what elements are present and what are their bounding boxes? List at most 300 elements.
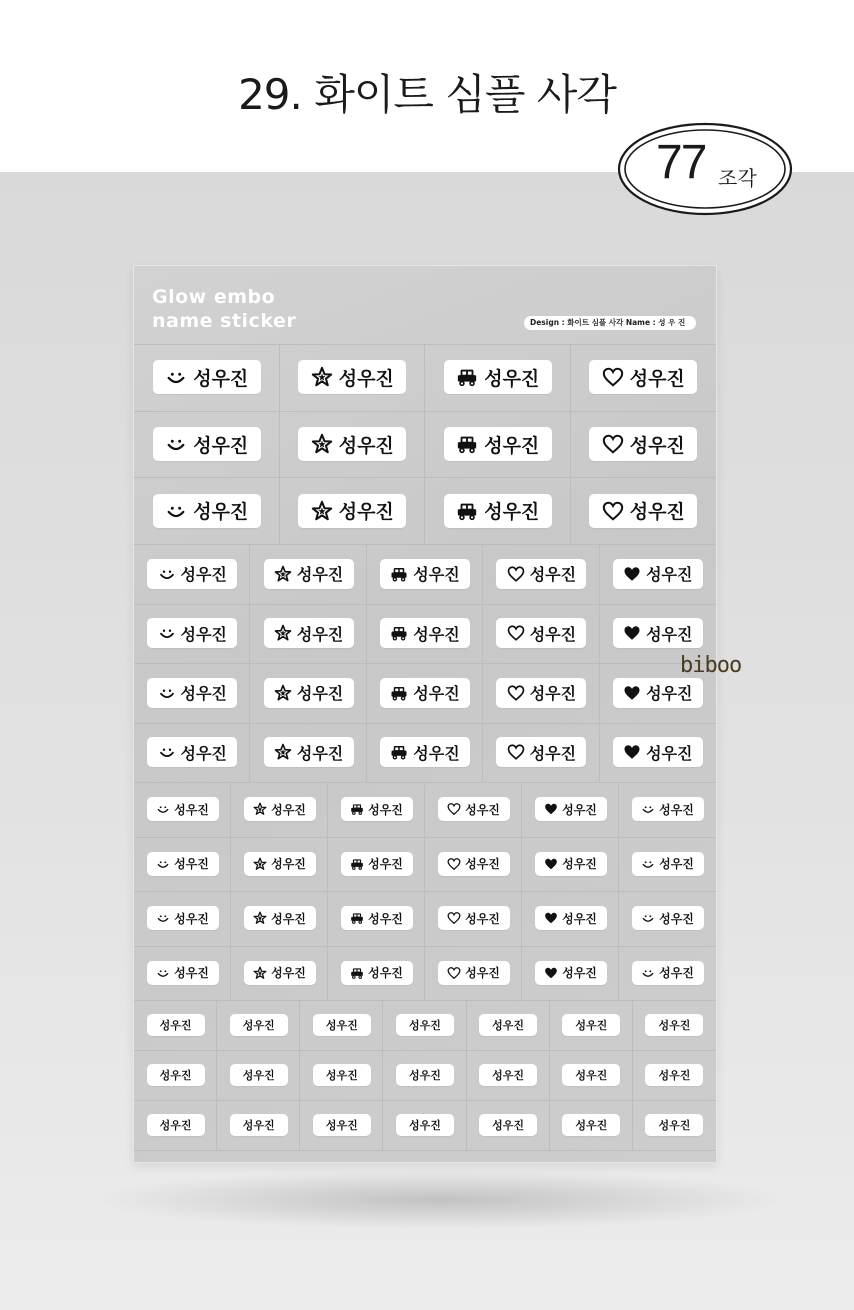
sticker-cell bbox=[328, 837, 425, 892]
sticker-cell bbox=[571, 411, 717, 478]
star-icon bbox=[274, 684, 292, 702]
sticker-name-text: 성우진 bbox=[575, 1069, 608, 1082]
sticker-cell bbox=[134, 411, 280, 478]
name-sticker bbox=[147, 559, 237, 589]
sticker-cell bbox=[328, 782, 425, 837]
sticker-cell bbox=[425, 411, 571, 478]
sticker-cell bbox=[367, 604, 483, 664]
sticker-name-text: 성우진 bbox=[296, 565, 344, 585]
name-sticker bbox=[230, 1114, 288, 1136]
sticker-name-text: 성우진 bbox=[159, 1069, 192, 1082]
star-icon bbox=[311, 433, 333, 455]
sticker-cell bbox=[134, 891, 231, 946]
sticker-row bbox=[134, 723, 716, 784]
sticker-cell bbox=[425, 782, 522, 837]
car-icon bbox=[350, 966, 364, 980]
heart-filled-icon bbox=[544, 911, 558, 925]
heart-filled-icon bbox=[544, 966, 558, 980]
sticker-row bbox=[134, 837, 716, 893]
sticker-cell bbox=[425, 344, 571, 411]
star-icon bbox=[274, 743, 292, 761]
sticker-name-text: 성우진 bbox=[174, 966, 209, 981]
sticker-cell bbox=[300, 1100, 383, 1150]
car-icon bbox=[456, 366, 478, 388]
sticker-row bbox=[134, 891, 716, 947]
sticker-row bbox=[134, 663, 716, 724]
sticker-cell bbox=[231, 837, 328, 892]
badge-count: 77 bbox=[656, 136, 706, 189]
name-sticker bbox=[244, 852, 316, 876]
sticker-cell bbox=[280, 477, 426, 544]
sticker-name-text: 성우진 bbox=[646, 624, 693, 644]
sticker-cell bbox=[467, 1050, 550, 1100]
sticker-name-text: 성우진 bbox=[296, 624, 344, 644]
sticker-cell bbox=[134, 344, 280, 411]
sticker-cell bbox=[231, 946, 328, 1001]
name-sticker bbox=[438, 852, 510, 876]
sticker-row bbox=[134, 344, 716, 412]
heart-outline-icon bbox=[447, 966, 461, 980]
sticker-name-text: 성우진 bbox=[296, 743, 344, 763]
design-info-pill: Design : 화이트 심플 사각 Name : 성 우 진 bbox=[524, 316, 696, 330]
smile-icon bbox=[641, 802, 655, 816]
name-sticker bbox=[562, 1064, 620, 1086]
sticker-name-text: 성우진 bbox=[646, 684, 693, 704]
name-sticker bbox=[153, 360, 261, 394]
name-sticker bbox=[264, 737, 354, 767]
name-sticker bbox=[298, 494, 406, 528]
smile-icon bbox=[156, 966, 170, 980]
sticker-name-text: 성우진 bbox=[338, 501, 394, 524]
sticker-cell bbox=[231, 891, 328, 946]
sticker-name-text: 성우진 bbox=[562, 802, 597, 817]
sticker-cell bbox=[483, 604, 599, 664]
sticker-name-text: 성우진 bbox=[174, 911, 209, 926]
name-sticker bbox=[589, 360, 697, 394]
sticker-name-text: 성우진 bbox=[180, 624, 227, 644]
sticker-cell bbox=[367, 544, 483, 604]
brand-line-1: Glow embo bbox=[152, 286, 276, 308]
sticker-name-text: 성우진 bbox=[193, 434, 249, 457]
name-sticker bbox=[632, 961, 704, 985]
sticker-name-text: 성우진 bbox=[658, 1069, 691, 1082]
name-sticker bbox=[230, 1014, 288, 1036]
sticker-name-text: 성우진 bbox=[413, 684, 460, 704]
star-icon bbox=[311, 366, 333, 388]
sticker-cell bbox=[367, 723, 483, 783]
sticker-cell bbox=[550, 1050, 633, 1100]
sticker-name-text: 성우진 bbox=[529, 624, 577, 644]
name-sticker bbox=[147, 961, 219, 985]
name-sticker bbox=[380, 737, 470, 767]
sticker-row bbox=[134, 411, 716, 479]
name-sticker bbox=[244, 797, 316, 821]
sticker-cell bbox=[425, 946, 522, 1001]
sheet-header bbox=[134, 266, 716, 345]
sticker-cell bbox=[300, 1050, 383, 1100]
sticker-cell bbox=[383, 1000, 466, 1050]
sticker-row bbox=[134, 1000, 716, 1051]
sticker-cell bbox=[483, 723, 599, 783]
sticker-name-text: 성우진 bbox=[193, 501, 249, 524]
name-sticker bbox=[535, 797, 607, 821]
name-sticker bbox=[264, 618, 354, 648]
sticker-cell bbox=[600, 723, 716, 783]
sticker-cell bbox=[134, 544, 250, 604]
sticker-name-text: 성우진 bbox=[296, 684, 344, 704]
heart-outline-icon bbox=[602, 366, 624, 388]
name-sticker bbox=[313, 1064, 371, 1086]
sticker-cell bbox=[467, 1100, 550, 1150]
sticker-cell bbox=[328, 891, 425, 946]
name-sticker bbox=[496, 559, 586, 589]
sticker-cell bbox=[250, 663, 366, 723]
sticker-cell bbox=[250, 723, 366, 783]
sticker-cell bbox=[550, 1000, 633, 1050]
name-sticker bbox=[613, 559, 703, 589]
sticker-row bbox=[134, 604, 716, 665]
sticker-cell bbox=[134, 1100, 217, 1150]
sticker-cell bbox=[134, 837, 231, 892]
heart-outline-icon bbox=[447, 857, 461, 871]
sticker-cell bbox=[250, 544, 366, 604]
sticker-name-text: 성우진 bbox=[409, 1119, 441, 1132]
name-sticker bbox=[147, 797, 219, 821]
smile-icon bbox=[156, 802, 170, 816]
star-icon bbox=[311, 500, 333, 522]
name-sticker bbox=[496, 618, 586, 648]
name-sticker bbox=[645, 1064, 703, 1086]
name-sticker bbox=[632, 797, 704, 821]
sticker-row bbox=[134, 1100, 716, 1151]
star-icon bbox=[253, 802, 267, 816]
sticker-cell bbox=[217, 1100, 300, 1150]
sticker-cell bbox=[633, 1050, 716, 1100]
name-sticker bbox=[264, 559, 354, 589]
name-sticker bbox=[645, 1114, 703, 1136]
star-icon bbox=[253, 966, 267, 980]
sticker-name-text: 성우진 bbox=[646, 565, 693, 585]
name-sticker bbox=[147, 1014, 205, 1036]
name-sticker bbox=[341, 797, 413, 821]
name-sticker bbox=[444, 494, 552, 528]
name-sticker bbox=[341, 906, 413, 930]
name-sticker bbox=[632, 852, 704, 876]
sticker-cell bbox=[134, 782, 231, 837]
heart-filled-icon bbox=[623, 743, 641, 761]
sticker-row bbox=[134, 477, 716, 545]
sticker-name-text: 성우진 bbox=[484, 501, 540, 524]
car-icon bbox=[350, 911, 364, 925]
sticker-name-text: 성우진 bbox=[659, 966, 694, 981]
name-sticker bbox=[396, 1114, 454, 1136]
car-icon bbox=[350, 857, 364, 871]
sticker-name-text: 성우진 bbox=[484, 367, 540, 390]
watermark: biboo bbox=[680, 653, 742, 678]
heart-filled-icon bbox=[623, 684, 641, 702]
sticker-cell bbox=[633, 1100, 716, 1150]
sticker-name-text: 성우진 bbox=[465, 857, 500, 872]
sticker-cell bbox=[571, 344, 717, 411]
sticker-row bbox=[134, 544, 716, 605]
name-sticker bbox=[380, 618, 470, 648]
smile-icon bbox=[156, 911, 170, 925]
sticker-name-text: 성우진 bbox=[484, 434, 540, 457]
sticker-cell bbox=[134, 723, 250, 783]
smile-icon bbox=[641, 966, 655, 980]
sticker-name-text: 성우진 bbox=[629, 367, 685, 390]
name-sticker bbox=[147, 678, 237, 708]
name-sticker bbox=[535, 961, 607, 985]
sticker-name-text: 성우진 bbox=[242, 1119, 275, 1132]
sticker-cell bbox=[619, 782, 716, 837]
sticker-name-text: 성우진 bbox=[271, 802, 306, 817]
heart-filled-icon bbox=[623, 624, 641, 642]
name-sticker bbox=[147, 906, 219, 930]
sticker-name-text: 성우진 bbox=[242, 1019, 275, 1032]
smile-icon bbox=[165, 366, 187, 388]
page-title: 29. 화이트 심플 사각 bbox=[238, 70, 616, 119]
name-sticker bbox=[298, 427, 406, 461]
heart-outline-icon bbox=[507, 624, 525, 642]
sticker-name-text: 성우진 bbox=[159, 1019, 192, 1032]
name-sticker bbox=[153, 427, 261, 461]
sticker-cell bbox=[619, 837, 716, 892]
star-icon bbox=[274, 624, 292, 642]
name-sticker bbox=[613, 678, 703, 708]
car-icon bbox=[390, 624, 408, 642]
sticker-cell bbox=[250, 604, 366, 664]
sticker-cell bbox=[600, 544, 716, 604]
name-sticker bbox=[438, 797, 510, 821]
sticker-row bbox=[134, 782, 716, 838]
sticker-name-text: 성우진 bbox=[413, 624, 460, 644]
sticker-name-text: 성우진 bbox=[180, 684, 227, 704]
sticker-name-text: 성우진 bbox=[465, 966, 500, 981]
smile-icon bbox=[158, 565, 176, 583]
sticker-cell bbox=[328, 946, 425, 1001]
sticker-name-text: 성우진 bbox=[413, 743, 460, 763]
sticker-cell bbox=[134, 477, 280, 544]
car-icon bbox=[456, 433, 478, 455]
smile-icon bbox=[158, 743, 176, 761]
heart-filled-icon bbox=[544, 857, 558, 871]
name-sticker bbox=[147, 1114, 205, 1136]
heart-filled-icon bbox=[623, 565, 641, 583]
sticker-name-text: 성우진 bbox=[629, 434, 685, 457]
sticker-name-text: 성우진 bbox=[529, 743, 577, 763]
sticker-cell bbox=[550, 1100, 633, 1150]
name-sticker bbox=[444, 427, 552, 461]
sticker-name-text: 성우진 bbox=[465, 911, 500, 926]
smile-icon bbox=[165, 433, 187, 455]
name-sticker bbox=[479, 1014, 537, 1036]
name-sticker bbox=[341, 961, 413, 985]
sticker-row bbox=[134, 1050, 716, 1101]
heart-outline-icon bbox=[507, 743, 525, 761]
name-sticker bbox=[153, 494, 261, 528]
name-sticker bbox=[589, 427, 697, 461]
name-sticker bbox=[438, 906, 510, 930]
sticker-name-text: 성우진 bbox=[409, 1019, 441, 1032]
sticker-name-text: 성우진 bbox=[368, 911, 403, 926]
sticker-name-text: 성우진 bbox=[529, 565, 577, 585]
sticker-cell bbox=[633, 1000, 716, 1050]
heart-outline-icon bbox=[507, 565, 525, 583]
name-sticker bbox=[396, 1014, 454, 1036]
sticker-cell bbox=[619, 891, 716, 946]
sticker-name-text: 성우진 bbox=[465, 802, 500, 817]
sticker-name-text: 성우진 bbox=[271, 966, 306, 981]
sticker-name-text: 성우진 bbox=[242, 1069, 275, 1082]
sticker-name-text: 성우진 bbox=[659, 802, 694, 817]
car-icon bbox=[390, 743, 408, 761]
sticker-cell bbox=[425, 477, 571, 544]
sticker-cell bbox=[231, 782, 328, 837]
sticker-cell bbox=[522, 837, 619, 892]
name-sticker bbox=[632, 906, 704, 930]
name-sticker bbox=[313, 1014, 371, 1036]
sticker-cell bbox=[134, 604, 250, 664]
sticker-cell bbox=[134, 1050, 217, 1100]
car-icon bbox=[350, 802, 364, 816]
sticker-name-text: 성우진 bbox=[575, 1019, 608, 1032]
name-sticker bbox=[230, 1064, 288, 1086]
piece-count-badge bbox=[616, 121, 794, 217]
name-sticker bbox=[244, 906, 316, 930]
name-sticker bbox=[147, 618, 237, 648]
car-icon bbox=[390, 565, 408, 583]
sticker-cell bbox=[367, 663, 483, 723]
heart-filled-icon bbox=[544, 802, 558, 816]
sticker-cell bbox=[217, 1000, 300, 1050]
sticker-name-text: 성우진 bbox=[325, 1069, 358, 1082]
star-icon bbox=[253, 857, 267, 871]
sticker-name-text: 성우진 bbox=[659, 911, 694, 926]
sticker-name-text: 성우진 bbox=[271, 857, 306, 872]
sticker-name-text: 성우진 bbox=[646, 743, 693, 763]
sticker-sheet bbox=[133, 265, 717, 1163]
sticker-name-text: 성우진 bbox=[338, 434, 394, 457]
sticker-row bbox=[134, 946, 716, 1002]
sticker-name-text: 성우진 bbox=[271, 911, 306, 926]
sticker-name-text: 성우진 bbox=[180, 565, 227, 585]
sticker-cell bbox=[425, 837, 522, 892]
sticker-name-text: 성우진 bbox=[529, 684, 577, 704]
name-sticker bbox=[535, 906, 607, 930]
smile-icon bbox=[158, 684, 176, 702]
heart-outline-icon bbox=[447, 911, 461, 925]
sticker-name-text: 성우진 bbox=[658, 1119, 691, 1132]
sticker-cell bbox=[383, 1050, 466, 1100]
name-sticker bbox=[613, 618, 703, 648]
smile-icon bbox=[165, 500, 187, 522]
sticker-cell bbox=[467, 1000, 550, 1050]
heart-outline-icon bbox=[447, 802, 461, 816]
name-sticker bbox=[313, 1114, 371, 1136]
sticker-name-text: 성우진 bbox=[575, 1119, 608, 1132]
sticker-cell bbox=[522, 946, 619, 1001]
sticker-cell bbox=[280, 344, 426, 411]
name-sticker bbox=[380, 678, 470, 708]
sticker-cell bbox=[300, 1000, 383, 1050]
sticker-cell bbox=[619, 946, 716, 1001]
sticker-cell bbox=[134, 1000, 217, 1050]
sticker-name-text: 성우진 bbox=[180, 743, 227, 763]
sticker-name-text: 성우진 bbox=[368, 857, 403, 872]
sticker-name-text: 성우진 bbox=[629, 501, 685, 524]
star-icon bbox=[274, 565, 292, 583]
name-sticker bbox=[147, 1064, 205, 1086]
sticker-name-text: 성우진 bbox=[338, 367, 394, 390]
smile-icon bbox=[641, 911, 655, 925]
badge-unit: 조각 bbox=[718, 166, 757, 190]
name-sticker bbox=[589, 494, 697, 528]
brand-line-2: name sticker bbox=[152, 310, 297, 332]
name-sticker bbox=[444, 360, 552, 394]
name-sticker bbox=[645, 1014, 703, 1036]
sticker-name-text: 성우진 bbox=[368, 966, 403, 981]
name-sticker bbox=[147, 852, 219, 876]
name-sticker bbox=[562, 1114, 620, 1136]
sticker-cell bbox=[280, 411, 426, 478]
name-sticker bbox=[496, 678, 586, 708]
sticker-name-text: 성우진 bbox=[325, 1119, 358, 1132]
sticker-cell bbox=[522, 891, 619, 946]
sticker-name-text: 성우진 bbox=[562, 857, 597, 872]
sticker-cell bbox=[425, 891, 522, 946]
heart-outline-icon bbox=[602, 433, 624, 455]
name-sticker bbox=[438, 961, 510, 985]
sticker-cell bbox=[217, 1050, 300, 1100]
car-icon bbox=[456, 500, 478, 522]
sticker-name-text: 성우진 bbox=[413, 565, 460, 585]
sticker-name-text: 성우진 bbox=[492, 1119, 525, 1132]
smile-icon bbox=[158, 624, 176, 642]
heart-outline-icon bbox=[507, 684, 525, 702]
heart-outline-icon bbox=[602, 500, 624, 522]
name-sticker bbox=[562, 1014, 620, 1036]
sticker-name-text: 성우진 bbox=[325, 1019, 358, 1032]
sticker-name-text: 성우진 bbox=[368, 802, 403, 817]
name-sticker bbox=[479, 1064, 537, 1086]
sticker-name-text: 성우진 bbox=[492, 1019, 525, 1032]
sticker-name-text: 성우진 bbox=[193, 367, 249, 390]
car-icon bbox=[390, 684, 408, 702]
sticker-cell bbox=[483, 544, 599, 604]
name-sticker bbox=[479, 1114, 537, 1136]
sticker-name-text: 성우진 bbox=[409, 1069, 441, 1082]
name-sticker bbox=[613, 737, 703, 767]
smile-icon bbox=[156, 857, 170, 871]
sticker-name-text: 성우진 bbox=[562, 966, 597, 981]
sticker-cell bbox=[522, 782, 619, 837]
sticker-cell bbox=[134, 946, 231, 1001]
sticker-cell bbox=[483, 663, 599, 723]
name-sticker bbox=[396, 1064, 454, 1086]
sticker-name-text: 성우진 bbox=[492, 1069, 525, 1082]
sticker-name-text: 성우진 bbox=[659, 857, 694, 872]
name-sticker bbox=[535, 852, 607, 876]
sticker-name-text: 성우진 bbox=[174, 802, 209, 817]
name-sticker bbox=[380, 559, 470, 589]
sticker-name-text: 성우진 bbox=[562, 911, 597, 926]
name-sticker bbox=[341, 852, 413, 876]
sticker-cell bbox=[383, 1100, 466, 1150]
sticker-name-text: 성우진 bbox=[159, 1119, 192, 1132]
star-icon bbox=[253, 911, 267, 925]
name-sticker bbox=[264, 678, 354, 708]
